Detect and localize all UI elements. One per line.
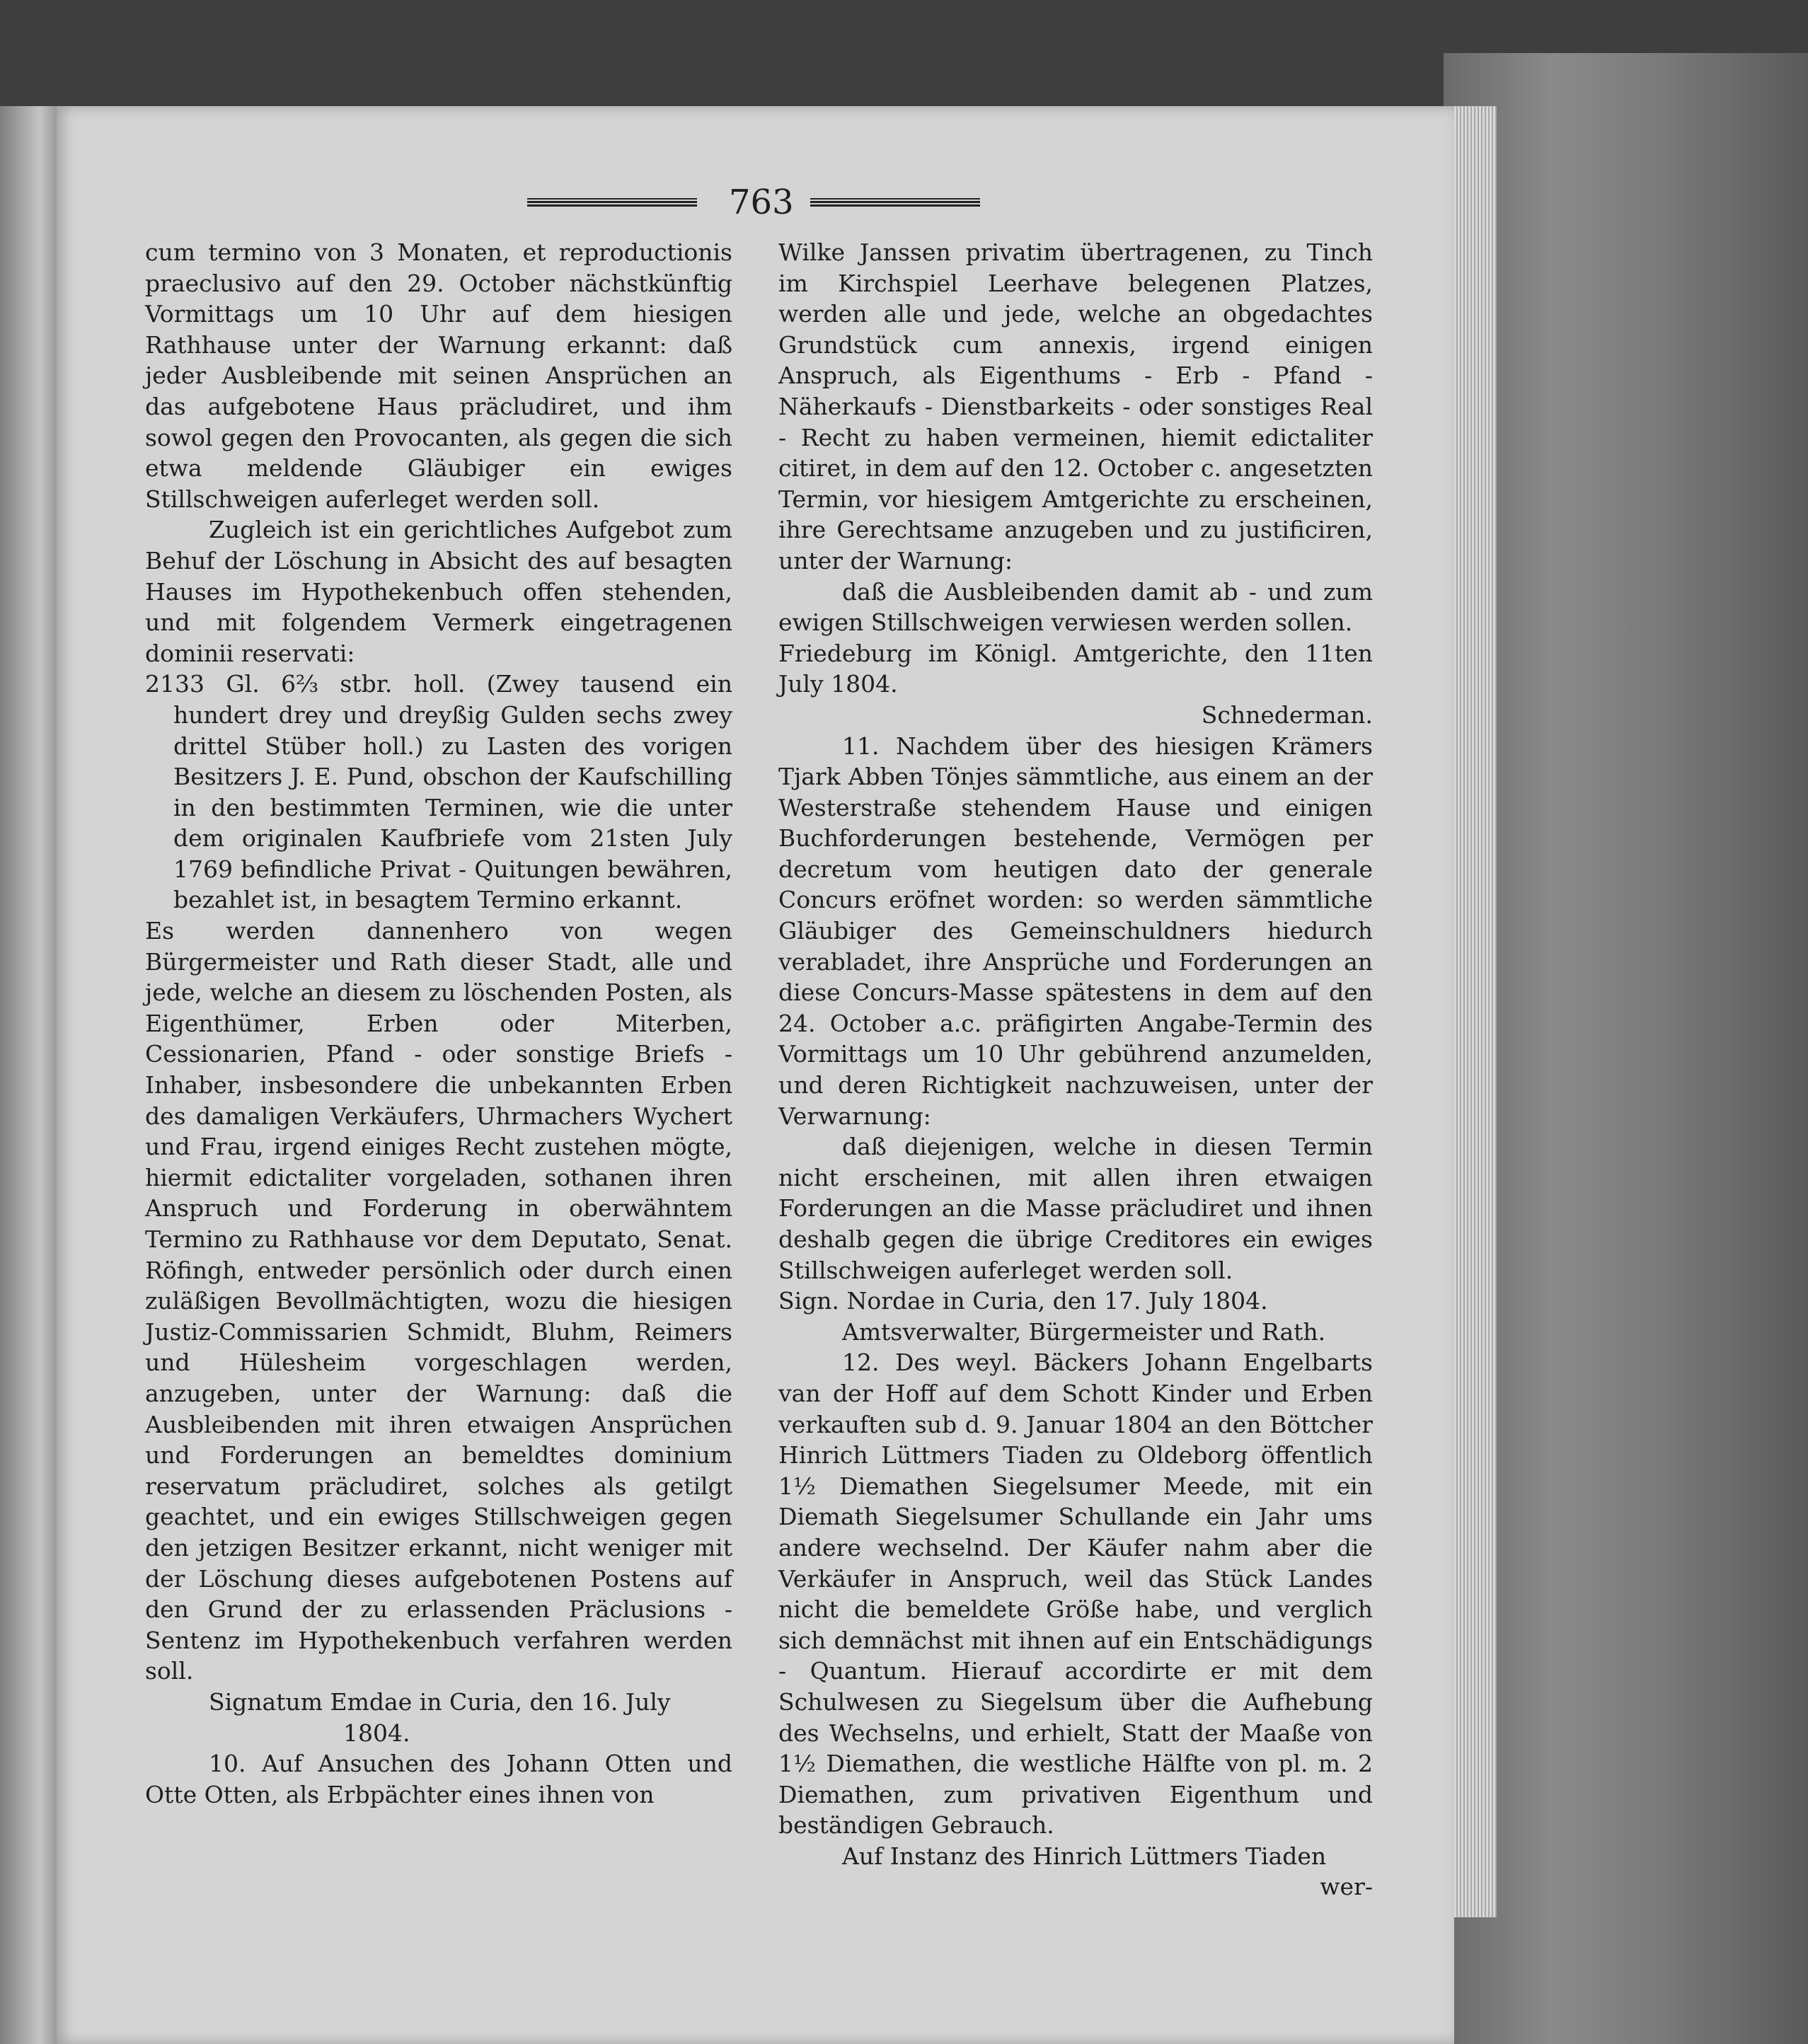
paragraph: cum termino von 3 Monaten, et reproductionis praeclusivo auf den 29. October nächstkünftig Vormittags um 10 Uhr auf dem hiesigen Rathhause unter der Warnung erkannt: daß jeder Ausbleibende mit seinen Ansprüchen an das aufgebotene Haus präcludiret, und ihm sowol gegen den Provocanten, als gegen die sich etwa meldende Gläubiger ein ewiges Stillschweigen auferleget werden soll.	[145, 238, 732, 513]
place-date-line: Friedeburg im Königl. Amtgerichte, den 11ten July 1804.	[778, 639, 1373, 698]
book-cover	[1444, 53, 1808, 2044]
place-date-line: Sign. Nordae in Curia, den 17. July 1804.	[778, 1287, 1268, 1315]
paragraph: 2133 Gl. 6⅔ stbr. holl. (Zwey tausend ein hundert drey und dreyßig Gulden sechs zwey drittel Stüber holl.) zu Lasten des vorigen Besitzers J. E. Pund, obschon der Kaufschilling in den bestimmten Terminen, wie die unter dem originalen Kaufbriefe vom 21sten July 1769 befindliche Privat - Quitungen bewähren, bezahlet ist, in besagtem Termino erkannt.	[145, 670, 732, 914]
paragraph: 10. Auf Ansuchen des Johann Otten und Otte Otten, als Erbpächter eines ihnen von	[145, 1750, 732, 1808]
paragraph: 12. Des weyl. Bäckers Johann Engelbarts van der Hoff auf dem Schott Kinder und Erben verkauften sub d. 9. Januar 1804 an den Böttcher Hinrich Lüttmers Tiaden zu Oldeborg öffentlich 1½ Diemathen Siegelsumer Meede, mit ein Diemath Siegelsumer Schullande ein Jahr ums andere wechselnd. Der Käufer nahm aber die Verkäufer in Anspruch, weil das Stück Landes nicht die bemeldete Größe habe, und verglich sich demnächst mit ihnen auf ein Entschädigungs - Quantum. Hierauf accordirte er mit dem Schulwesen zu Siegelsum über die Aufhebung des Wechselns, und erhielt, Statt der Maaße von 1½ Diemathen, die westliche Hälfte von pl. m. 2 Diemathen, zum privativen Eigenthum und beständigen Gebrauch.	[778, 1349, 1373, 1840]
paragraph: daß diejenigen, welche in diesen Termin nicht erscheinen, mit allen ihren etwaigen Forderungen an die Masse präcludiret und ihnen deshalb gegen die übrige Creditores ein ewiges Stillschweigen auferleget werden soll.	[778, 1133, 1373, 1284]
page-header	[527, 183, 980, 225]
left-column	[145, 237, 732, 1810]
header-rule-left	[527, 198, 697, 207]
paragraph: Auf Instanz des Hinrich Lüttmers Tiaden	[842, 1842, 1327, 1870]
signature: Amtsverwalter, Bürgermeister und Rath.	[842, 1317, 1326, 1346]
paragraph: 11. Nachdem über des hiesigen Krämers Tjark Abben Tönjes sämmtliche, aus einem an der Westerstraße stehendem Hause und einigen Buchforderungen bestehende, Vermögen per decretum vom heutigen dato der generale Concurs eröfnet worden: so werden sämmtliche Gläubiger des Gemeinschuldners hiedurch verabladet, ihre Ansprüche und Forderungen an diese Concurs-Masse spätestens in dem auf den 24. October a.c. präfigirten Angabe-Termin des Vormittags um 10 Uhr gebührend anzumelden, und deren Richtigkeit nachzuweisen, unter der Verwarnung:	[778, 732, 1373, 1130]
paragraph: Es werden dannenhero von wegen Bürgermeister und Rath dieser Stadt, alle und jede, welche an diesem zu löschenden Posten, als Eigenthümer, Erben oder Miterben, Cessionarien, Pfand - oder sonstige Briefs - Inhaber, insbesondere die unbekannten Erben des damaligen Verkäufers, Uhrmachers Wychert und Frau, irgend einiges Recht zustehen mögte, hiermit edictaliter vorgeladen, sothanen ihren Anspruch und Forderung in oberwähntem Termino zu Rathhause vor dem Deputato, Senat. Röfingh, entweder persönlich oder durch einen zuläßigen Bevollmächtigten, wozu die hiesigen Justiz-Commissarien Schmidt, Bluhm, Reimers und Hülesheim vorgeschlagen werden, anzugeben, unter der Warnung: daß die Ausbleibenden mit ihren etwaigen Ansprüchen und Forderungen an bemeldtes dominium reservatum präcludiret, solches als getilgt geachtet, und ein ewiges Stillschweigen gegen den jetzigen Besitzer erkannt, nicht weniger mit der Löschung dieses aufgebotenen Postens auf den Grund der zu erlassenden Präclusions - Sentenz im Hypothekenbuch verfahren werden soll.	[145, 917, 732, 1685]
signature-line: Signatum Emdae in Curia, den 16. July	[209, 1687, 671, 1716]
page-number: 763	[729, 183, 794, 222]
signature-year: 1804.	[343, 1719, 410, 1747]
facing-page-edge	[0, 106, 57, 2044]
right-column	[778, 237, 1373, 1902]
paragraph: daß die Ausbleibenden damit ab - und zum ewigen Stillschweigen verwiesen werden sollen.	[778, 577, 1373, 637]
paragraph: Wilke Janssen privatim übertragenen, zu Tinch im Kirchspiel Leerhave belegenen Platzes, werden alle und jede, welche an obgedachtes Grundstück cum annexis, irgend einigen Anspruch, als Eigenthums - Erb - Pfand - Näherkaufs - Dienstbarkeits - oder sonstiges Real - Recht zu haben vermeinen, hiemit edictaliter citiret, in dem auf den 12. October c. angesetzten Termin, vor hiesigem Amtgerichte zu erscheinen, ihre Gerechtsame anzugeben und zu justificiren, unter der Warnung:	[778, 238, 1373, 574]
header-rule-right	[810, 198, 980, 207]
catchword: wer-	[1320, 1873, 1373, 1901]
paragraph: Zugleich ist ein gerichtliches Aufgebot zum Behuf der Löschung in Absicht des auf besagten Hauses im Hypothekenbuch offen stehenden, und mit folgendem Vermerk eingetragenen dominii reservati:	[145, 516, 732, 667]
signature: Schnederman.	[1201, 700, 1373, 729]
